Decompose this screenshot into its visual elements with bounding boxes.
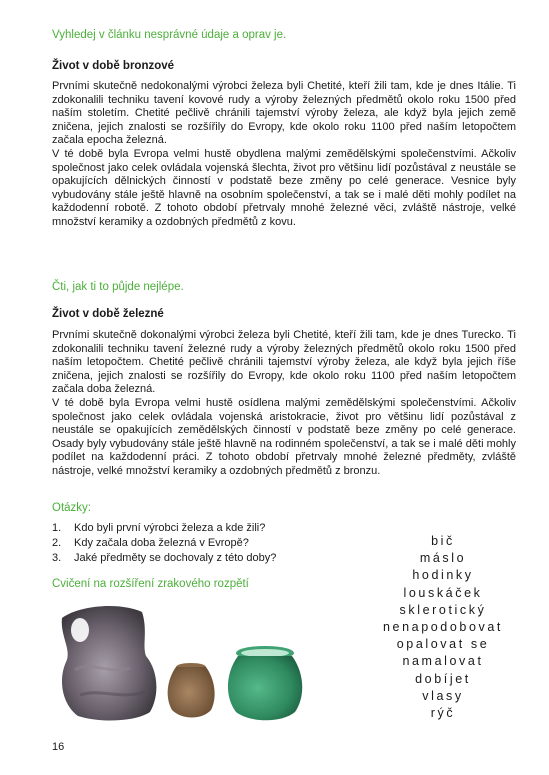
word-item: rýč xyxy=(430,706,456,721)
question-number: 2. xyxy=(52,537,62,549)
word-column xyxy=(358,533,528,722)
question-text: Jaké předměty se dochovaly z této doby? xyxy=(74,552,277,564)
word-item: hodinky xyxy=(412,568,474,583)
word-item: louskáček xyxy=(403,585,483,600)
green-pot xyxy=(228,646,302,720)
question-item xyxy=(52,551,276,566)
question-item xyxy=(52,536,276,551)
paragraph: Prvními skutečně dokonalými výrobci železa byli Chetité, kteří žili tam, kde je dnes Turecko. Ti zdokonalili techniku tavení železné rudy a výroby železných předmětů okolo roku 1500 před naším letopočtem. Chetité pečlivě chránili tajemství výroby železa, ale když byla jejich říše zničena, jejich znalosti se rozšířily do Evropy, kde okolo roku 1100 před naším letopočtem začala doba železná. xyxy=(52,329,516,396)
paragraph: V té době byla Evropa velmi hustě obydlena malými zemědělskými společenstvími. Ačkoliv společnost jako celek ovládala vojenská šlechta, život pro většinu lidí pozůstával z neustále se opakujících dělnických činností v podstatě beze změny po celé generace. Vesnice byly vybudovány stále ještě hlavně na osobním společenství, a tak se i malé děti mohly podílet na každodenní robotě. Z tohoto období přetrvaly mnohé železné věci, zvláště nástroje, velké množství keramiky a ozdobných předmětů z kovu. xyxy=(52,147,516,228)
question-number: 1. xyxy=(52,522,62,534)
instruction-2: Čti, jak ti to půjde nejlépe. xyxy=(52,281,184,293)
word-item: sklerotický xyxy=(399,602,487,617)
section-title-bronze: Život v době bronzové xyxy=(52,60,175,72)
question-number: 3. xyxy=(52,552,62,564)
exercise-heading: Cvičení na rozšíření zrakového rozpětí xyxy=(52,578,249,590)
paragraph: Prvními skutečně nedokonalými výrobci železa byli Chetité, kteří žili tam, kde je dnes Itálie. Ti zdokonalili techniku tavení kovové rudy a výroby železných předmětů okolo roku 1500 před naším stoletím. Chetité pečlivě chránili tajemství výroby železa, ale když byla jejich země zničena, jejich znalosti se rozšířily do Evropy, kde okolo roku 1100 před naším letopočtem začala epocha železná. xyxy=(52,80,516,147)
questions-heading: Otázky: xyxy=(52,502,91,514)
question-text: Kdy začala doba železná v Evropě? xyxy=(74,537,249,549)
questions-list xyxy=(52,521,276,566)
word-item: máslo xyxy=(419,551,467,566)
large-grey-pot xyxy=(62,606,157,720)
word-item: opalovat se xyxy=(396,637,490,652)
paragraph: V té době byla Evropa velmi hustě osídlena malými zemědělskými společenstvími. Ačkoliv společnost jako celek ovládala vojenská aristokracie, život pro většinu lidí pozůstával z neustále se opakujících zemědělských činností v podstatě beze změny po celé generace. Osady byly vybudovány stále ještě hlavně na rodinném společenství, a tak se i malé děti mohly podílet na každodenní práci. Z tohoto období přetrvaly mnohé železné předměty, zvláště nástroje, velké množství keramiky a ozdobných předmětů z bronzu. xyxy=(52,396,516,477)
word-item: namalovat xyxy=(402,654,484,669)
page-number: 16 xyxy=(52,741,65,753)
word-item: dobíjet xyxy=(415,671,471,686)
question-text: Kdo byli první výrobci železa a kde žili? xyxy=(74,522,266,534)
pottery-illustration xyxy=(50,600,350,725)
small-brown-pot xyxy=(168,663,215,718)
word-item: bič xyxy=(431,534,455,548)
section-title-iron: Život v době železné xyxy=(52,308,164,320)
question-item xyxy=(52,521,276,536)
word-item: nenapodobovat xyxy=(383,620,503,635)
word-item: vlasy xyxy=(422,688,464,703)
article-bronze xyxy=(52,80,516,230)
article-iron xyxy=(52,329,516,479)
instruction-1: Vyhledej v článku nesprávné údaje a oprav je. xyxy=(52,29,287,41)
